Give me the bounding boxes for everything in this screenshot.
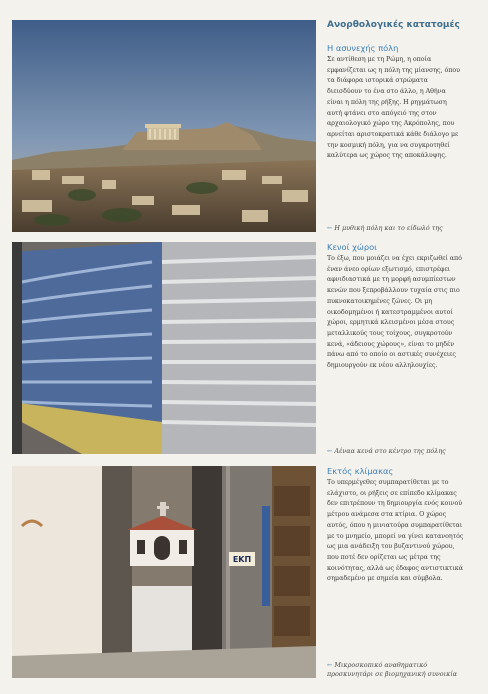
text-line: αφνιδιαστικά με τη μορφή ασυμπίεστων bbox=[327, 276, 456, 284]
text-line: μεταλλικούς τους τοίχους, συγκροτούν bbox=[327, 329, 453, 337]
caption-text: προσκυνητάρι σε βιομηχανική συνοικία bbox=[327, 670, 458, 678]
section-body bbox=[327, 478, 479, 585]
text-line: αρχαιολογικό χώρο της Ακρόπολης, που bbox=[327, 120, 455, 128]
acropolis-photo bbox=[12, 20, 316, 232]
text-line: που ποτέ δεν ορίζεται ως μέτρα της bbox=[327, 553, 441, 561]
text-line: καλύτερα ως χώρος της αποκάλυψης. bbox=[327, 152, 447, 160]
text-line: αυτή φτάνει στο απόγειό της στον bbox=[327, 109, 437, 117]
text-line: Σε αντίθεση με τη Ρώμη, η οποία bbox=[327, 56, 432, 63]
section-title: Εκτός κλίμακας bbox=[327, 466, 394, 476]
section-body bbox=[327, 55, 479, 162]
section-title: Κενοί χώροι bbox=[327, 242, 377, 252]
arrow-left-icon: ← bbox=[327, 224, 333, 232]
text-line: οικοδομημένοι ή κατεστραμμένοι αυτοί bbox=[327, 308, 453, 316]
caption-shrine bbox=[327, 661, 482, 679]
text-line: Το έξω, που μοιάζει να έχει εκριζωθεί από bbox=[327, 255, 462, 262]
section-empty-spaces bbox=[327, 242, 479, 372]
section-body bbox=[327, 254, 479, 372]
text-line: πυκνοκατοικημένες ζώνες. Οι μη bbox=[327, 297, 433, 305]
caption-text: Αέναα κενά στο κέντρο της πόλης bbox=[334, 447, 446, 455]
text-line: σημαδεμένο με σημεία και σύμβολα. bbox=[327, 575, 443, 583]
text-line: Το υπερμέγεθες συμπαρατίθεται με το bbox=[327, 479, 449, 486]
text-line: κοινότητας, αλλά ως έδαφος αντιστικτικά bbox=[327, 564, 463, 572]
sign-text: ΕΚΠ bbox=[232, 555, 252, 564]
text-line: κενά, «άδειους χώρους», είναι το μηδέν bbox=[327, 340, 455, 348]
section-continuous-city bbox=[327, 43, 479, 162]
text-line: είναι η πόλη της ρήξης. Η ρηγμάτωση bbox=[327, 98, 447, 106]
text-line: ελάχιστο, οι ρήξεις σε επίπεδο κλίμακας bbox=[327, 489, 457, 497]
arrow-left-icon: ← bbox=[327, 661, 333, 669]
caption-text: Μικροσκοπικό αναθηματικό bbox=[334, 661, 428, 669]
caption-text: Η μυθική πόλη και το είδωλό της bbox=[334, 224, 443, 232]
text-line: έναν άνεο ορίων εξωτισμό, επιστρέφει bbox=[327, 265, 451, 273]
page-heading: Ανορθολογικές κατατομές bbox=[327, 20, 460, 30]
text-line: ως μια ανάδειξη του βυζαντινού χώρου, bbox=[327, 543, 455, 551]
text-line: αυτός, όπου η μινιατούρα συμπαρατίθεται bbox=[327, 521, 463, 529]
text-line: διεισδύουν το ένα στο άλλο, η Αθήνα bbox=[327, 88, 446, 96]
text-line: εμφανίζεται ως η πόλη της μίανσης, όπου bbox=[327, 66, 460, 74]
text-line: αρνείται αριστοκρατικά κάθε διάλογο με bbox=[327, 130, 459, 138]
text-line: με το μνημείο, μπορεί να γίνει κατανοητός bbox=[327, 532, 464, 540]
text-line: χώροι, ερμητικά κλεισμένοι μέσα στους bbox=[327, 319, 455, 327]
text-line: τα διάφορα ιστορικά στρώματα bbox=[327, 77, 428, 85]
arrow-left-icon: ← bbox=[327, 447, 333, 455]
text-line: κενών που ξεπροβάλλουν τυχαία στις πιο bbox=[327, 287, 460, 295]
section-title: Η ασυνεχής πόλη bbox=[327, 43, 399, 53]
metal-fence-photo bbox=[12, 242, 316, 454]
text-line: δημιουργούν εκ νέου αλληλουχίες. bbox=[327, 362, 438, 370]
text-line: πάνω από το οποίο οι αστικές συνέχειες bbox=[327, 351, 456, 359]
caption-empty-spaces bbox=[327, 447, 482, 456]
text-line: δεν επιτρέπουν τη δημιουργία ενός κοινού bbox=[327, 500, 463, 508]
section-out-of-scale bbox=[327, 466, 479, 585]
shrine-photo bbox=[12, 466, 316, 678]
caption-acropolis bbox=[327, 224, 482, 233]
text-line: την κοσμική πόλη, για να συγκροτηθεί bbox=[327, 141, 450, 149]
text-line: μέτρου ανάμεσα στα κτίρια. Ο χώρος bbox=[327, 511, 447, 519]
